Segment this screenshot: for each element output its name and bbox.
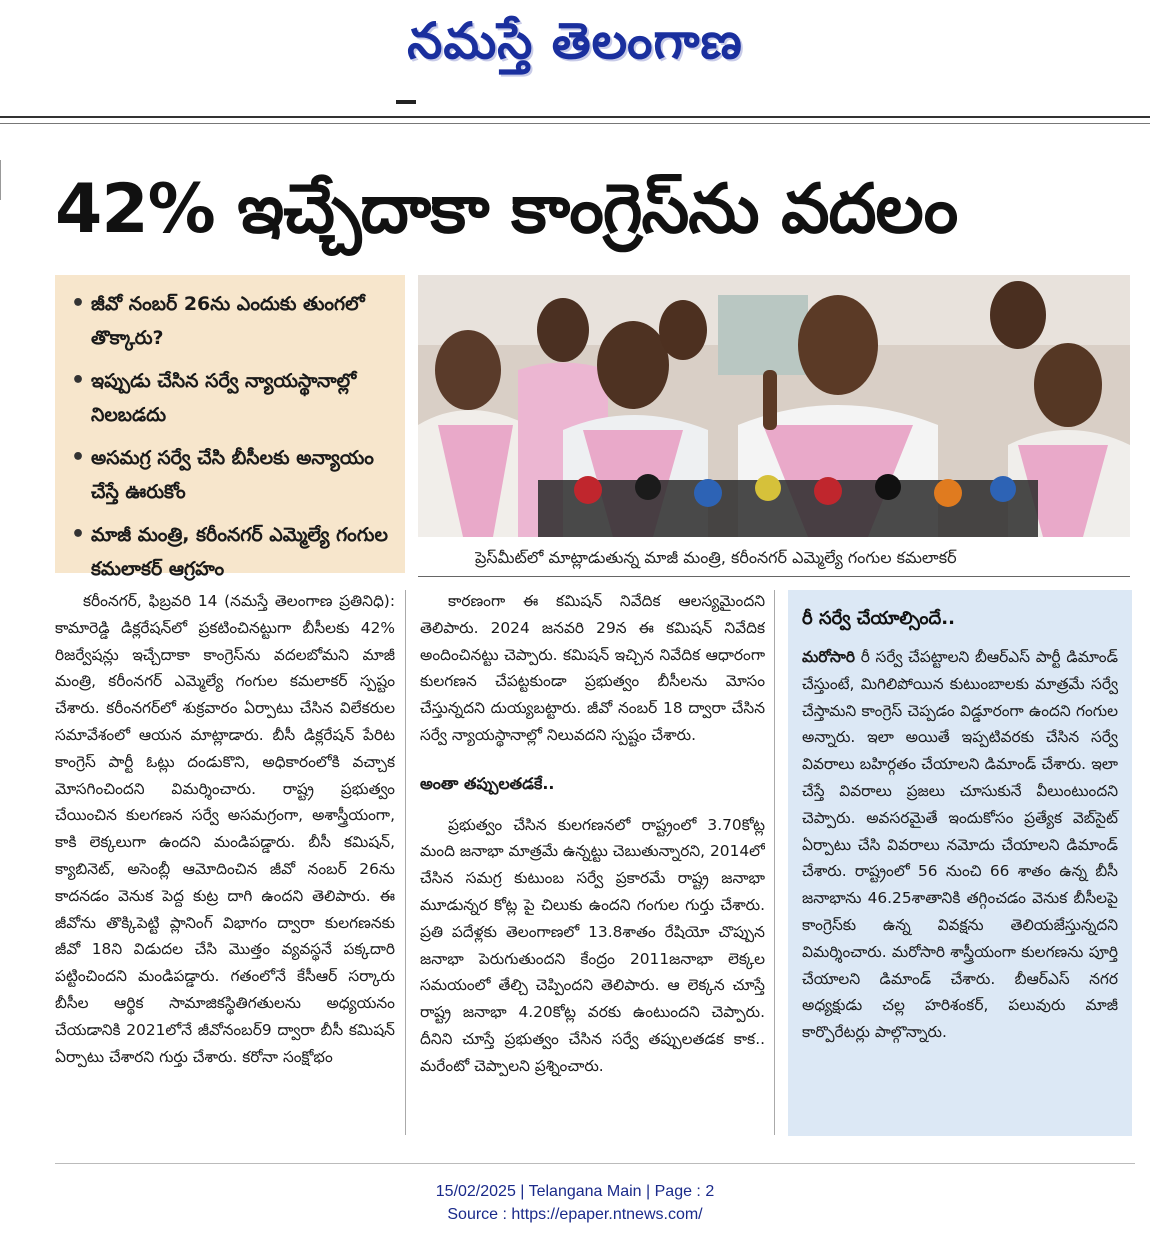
sidebar-box <box>788 590 1132 1136</box>
masthead-rule-thin <box>0 123 1150 124</box>
highlight-item: • జీవో నంబర్‌ 26ను ఎందుకు తుంగలో తొక్కారు? <box>69 287 395 355</box>
masthead-tick <box>396 100 416 104</box>
highlight-item: • ఇప్పుడు చేసిన సర్వే న్యాయస్థానాల్లో నిలబడదు <box>69 364 395 432</box>
highlights-list <box>69 287 395 586</box>
article-column-2 <box>420 588 765 1153</box>
footer-edition-info: 15/02/2025 | Telangana Main | Page : 2 <box>435 1183 715 1200</box>
photo-illustration <box>418 275 1130 537</box>
newspaper-logo: నమస్తే తెలంగాణ <box>407 12 743 70</box>
photo-caption: ప్రెస్‌మీట్‌లో మాట్లాడుతున్న మాజీ మంత్రి, కరీంనగర్‌ ఎమ్మెల్యే గంగుల కమలాకర్‌ <box>475 548 957 567</box>
sidebar-body: రీ సర్వే చేపట్టాలని బీఆర్‌ఎస్‌ పార్టీ డిమాండ్‌ చేస్తుంటే, మిగిలిపోయిన కుటుంబాలకు మాత్రమే సర్వే చేస్తామని కాంగ్రెస్‌ చెప్పడం విడ్డూరంగా ఉందని గంగుల అన్నారు. ఇలా అయితే ఇప్పటివరకు చేసిన సర్వే వివరాలు బహిర్గతం చేయాలని డిమాండ్‌ చేశారు. ఇలా చేస్తే వివరాలు ప్రజలు చూసుకునే వీలుంటుందని చెప్పారు. అవసరమైతే ఇందుకోసం ప్రత్యేక వెబ్‌సైట్‌ ఏర్పాటు చేసి వివరాలు నమోదు చేయాలని డిమాండ్‌ చేశారు. రాష్ట్రంలో 56 నుంచి 66 శాతం ఉన్న బీసీ జనాభాను 46.25శాతానికి తగ్గించడం వెనుక బీసీలపై కాంగ్రెస్‌కు ఉన్న వివక్షను తెలియజేస్తున్నదని విమర్శించారు. మరోసారి శాస్త్రీయంగా కులగణను పూర్తి చేయాలని డిమాండ్‌ చేశారు. బీఆర్‌ఎస్‌ నగర అధ్యక్షుడు చల్ల హరిశంకర్‌, పలువురు మాజీ కార్పొరేటర్లు పాల్గొన్నారు. <box>802 648 1118 1042</box>
highlight-item: • అసమగ్ర సర్వే చేసి బీసీలకు అన్యాయం చేస్తే ఊరుకోం <box>69 441 395 509</box>
sidebar-lead-word: మరోసారి <box>802 648 856 666</box>
article-paragraph: కరీంనగర్‌, ఫిబ్రవరి 14 (నమస్తే తెలంగాణ ప్రతినిధి): కామారెడ్డి డిక్లరేషన్‌లో ప్రకటించినట్టుగా బీసీలకు 42% రిజర్వేషన్లు ఇచ్చేదాకా కాంగ్రెస్‌ను వదలబోమని మాజీ మంత్రి, కరీంనగర్‌ ఎమ్మెల్యే గంగుల కమలాకర్‌ స్పష్టం చేశారు. కరీంనగర్‌లో శుక్రవారం ఏర్పాటు చేసిన విలేకరుల సమావేశంలో ఆయన మాట్లాడారు. బీసీ డిక్లరేషన్‌ పేరిట కాంగ్రెస్‌ పార్టీ ఓట్లు దండుకొని, అధికారంలోకి వచ్చాక మోసగించిందని విమర్శించారు. రాష్ట్ర ప్రభుత్వం చేయించిన కులగణన సర్వే అసమగ్రంగా, అశాస్త్రీయంగా, కాకి లెక్కలుగా ఉందని మండిపడ్డారు. బీసీ కమిషన్‌, క్యాబినెట్‌, అసెంబ్లీ ఆమోదించిన జీవో నంబర్‌ 26ను కాదనడం వెనుక పెద్ద కుట్ర దాగి ఉందని తెలిపారు. ఈ జీవోను తొక్కిపెట్టి ప్లానింగ్‌ విభాగం ద్వారా కులగణనకు జీవో 18ని విడుదల చేసి మొత్తం వ్యవస్థనే పక్కదారి పట్టించిందని మండిపడ్డారు. గతంలోనే కేసీఆర్‌ సర్కారు బీసీల ఆర్థిక సామాజికస్థితిగతులను అధ్యయనం చేయడానికి 2021లోనే జీవోనంబర్‌9 ద్వారా బీసీ కమిషన్‌ ఏర్పాటు చేశారని గుర్తు చేశారు. కరోనా సంక్షోభం <box>55 592 395 1066</box>
footer-source: Source : https://epaper.ntnews.com/ <box>447 1206 703 1223</box>
sidebar-title: రీ సర్వే చేయాల్సిందే.. <box>802 608 955 629</box>
highlight-item: • మాజీ మంత్రి, కరీంనగర్‌ ఎమ్మెల్యే గంగుల కమలాకర్‌ ఆగ్రహం <box>69 518 395 586</box>
footer <box>0 1180 1150 1226</box>
article-subheading: అంతా తప్పులతడకే.. <box>420 773 555 793</box>
column-divider <box>405 590 406 1135</box>
sidebar-paragraph <box>802 644 1118 1046</box>
bottom-rule <box>55 1163 1135 1164</box>
masthead <box>0 0 1150 100</box>
article-column-1 <box>55 588 395 1148</box>
article-paragraph: ప్రభుత్వం చేసిన కులగణనలో రాష్ట్రంలో 3.70కోట్ల మంది జనాభా మాత్రమే ఉన్నట్టు చెబుతున్నారని, 2014లో చేసిన సమగ్ర కుటుంబ సర్వే ప్రకారమే రాష్ట్ర జనాభా మూడున్నర కోట్ల పై చిలుకు ఉందని గంగుల గుర్తు చేశారు. ప్రతి పదేళ్లకు తెలంగాణలో 13.8శాతం రేషియో చొప్పున జనాభా పెరుగుతుందని కేంద్రం 2011జనాభా లెక్కల సమయంలో తేల్చి చెప్పిందని తెలిపారు. ఆ లెక్కన చూస్తే రాష్ట్ర జనాభా 4.20కోట్ల వరకు ఉంటుందని చెప్పారు. దీనిని చూస్తే ప్రభుత్వం చేసిన సర్వే తప్పులతడక కాక.. మరేంటో చెప్పాలని ప్రశ్నించారు. <box>420 815 765 1075</box>
headline: 42% ఇచ్చేదాకా కాంగ్రెస్‌ను వదలం <box>55 170 958 249</box>
caption-rule <box>418 576 1130 577</box>
article-paragraph: కారణంగా ఈ కమిషన్‌ నివేదిక ఆలస్యమైందని తెలిపారు. 2024 జనవరి 29న ఈ కమిషన్‌ నివేదిక అందించినట్టు చెప్పారు. కమిషన్‌ ఇచ్చిన నివేదిక ఆధారంగా కులగణన చేపట్టకుండా ప్రభుత్వం బీసీలను మోసం చేస్తున్నదని దుయ్యబట్టారు. జీవో నంబర్‌ 18 ద్వారా చేసిన సర్వే న్యాయస్థానాల్లో నిలువదని స్పష్టం చేశారు. <box>420 592 765 744</box>
press-meet-photo <box>418 275 1130 537</box>
masthead-rule <box>0 116 1150 118</box>
left-edge-mark <box>0 160 1 200</box>
highlights-box <box>55 275 405 580</box>
column-divider <box>774 590 775 1135</box>
